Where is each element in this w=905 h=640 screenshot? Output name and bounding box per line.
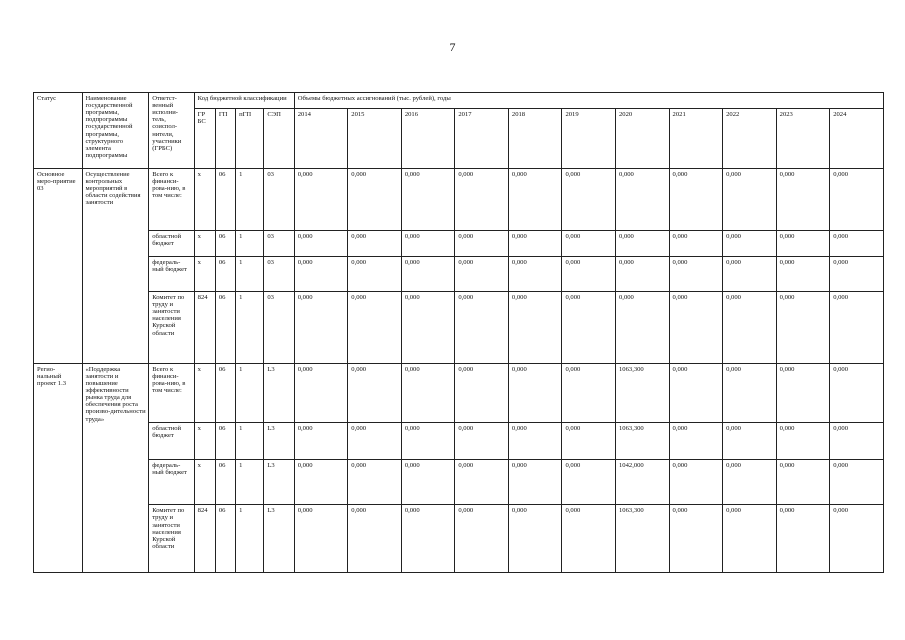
value-cell-2015: 0,000 — [348, 169, 402, 231]
value-cell-2020: 0,000 — [616, 292, 670, 364]
value-cell-2019: 0,000 — [562, 230, 616, 257]
program-name-cell: Осуществление контрольных мероприятий в области содействия занятости — [82, 169, 149, 364]
code-grbs-cell: x — [194, 363, 215, 422]
table-row — [34, 230, 884, 257]
header-year-2020: 2020 — [616, 109, 670, 169]
program-name-cell: «Поддержка занятости и повышение эффективности рынка труда для обеспечения роста произво-дительности труда» — [82, 363, 149, 572]
value-cell-2023: 0,000 — [776, 505, 830, 573]
value-cell-2021: 0,000 — [669, 230, 723, 257]
value-cell-2014: 0,000 — [294, 423, 348, 460]
value-cell-2017: 0,000 — [455, 169, 509, 231]
value-cell-2019: 0,000 — [562, 257, 616, 292]
code-gp-cell: 06 — [215, 292, 235, 364]
code-sep-cell: L3 — [264, 460, 294, 505]
code-pgp-cell: 1 — [236, 257, 264, 292]
code-sep-cell: L3 — [264, 363, 294, 422]
value-cell-2018: 0,000 — [508, 257, 562, 292]
header-responsible: Ответст-венный исполни-тель, соиспол-нители, участники (ГРБС) — [149, 93, 194, 169]
value-cell-2015: 0,000 — [348, 363, 402, 422]
value-cell-2015: 0,000 — [348, 292, 402, 364]
code-sep-cell: L3 — [264, 505, 294, 573]
value-cell-2019: 0,000 — [562, 460, 616, 505]
header-year-2022: 2022 — [723, 109, 777, 169]
code-grbs-cell: x — [194, 460, 215, 505]
value-cell-2024: 0,000 — [830, 460, 884, 505]
value-cell-2016: 0,000 — [401, 230, 455, 257]
code-sep-cell: 03 — [264, 292, 294, 364]
responsible-cell: Всего к финанси-рова-нию, в том числе: — [149, 169, 194, 231]
status-cell: Основное меро-приятие 03 — [34, 169, 83, 364]
header-name: Наименование государственной программы, подпрограммы государственной программы, структурного элемента подпрограммы — [82, 93, 149, 169]
value-cell-2018: 0,000 — [508, 460, 562, 505]
responsible-cell: федераль-ный бюджет — [149, 460, 194, 505]
value-cell-2022: 0,000 — [723, 460, 777, 505]
value-cell-2022: 0,000 — [723, 292, 777, 364]
responsible-cell: областной бюджет — [149, 230, 194, 257]
value-cell-2023: 0,000 — [776, 460, 830, 505]
value-cell-2016: 0,000 — [401, 169, 455, 231]
value-cell-2021: 0,000 — [669, 292, 723, 364]
table-row — [34, 169, 884, 231]
value-cell-2014: 0,000 — [294, 460, 348, 505]
value-cell-2021: 0,000 — [669, 169, 723, 231]
value-cell-2017: 0,000 — [455, 363, 509, 422]
value-cell-2021: 0,000 — [669, 363, 723, 422]
value-cell-2022: 0,000 — [723, 363, 777, 422]
header-year-2018: 2018 — [508, 109, 562, 169]
value-cell-2022: 0,000 — [723, 423, 777, 460]
code-gp-cell: 06 — [215, 257, 235, 292]
value-cell-2014: 0,000 — [294, 169, 348, 231]
code-sep-cell: 03 — [264, 257, 294, 292]
value-cell-2021: 0,000 — [669, 505, 723, 573]
value-cell-2014: 0,000 — [294, 505, 348, 573]
code-grbs-cell: x — [194, 257, 215, 292]
header-code-1: ГП — [215, 109, 235, 169]
value-cell-2015: 0,000 — [348, 460, 402, 505]
value-cell-2024: 0,000 — [830, 505, 884, 573]
value-cell-2024: 0,000 — [830, 292, 884, 364]
value-cell-2023: 0,000 — [776, 292, 830, 364]
value-cell-2023: 0,000 — [776, 423, 830, 460]
value-cell-2022: 0,000 — [723, 257, 777, 292]
value-cell-2014: 0,000 — [294, 257, 348, 292]
value-cell-2015: 0,000 — [348, 423, 402, 460]
header-year-2014: 2014 — [294, 109, 348, 169]
value-cell-2019: 0,000 — [562, 505, 616, 573]
responsible-cell: федераль-ный бюджет — [149, 257, 194, 292]
value-cell-2016: 0,000 — [401, 423, 455, 460]
code-pgp-cell: 1 — [236, 169, 264, 231]
code-pgp-cell: 1 — [236, 363, 264, 422]
code-sep-cell: 03 — [264, 169, 294, 231]
value-cell-2017: 0,000 — [455, 505, 509, 573]
value-cell-2020: 1063,300 — [616, 505, 670, 573]
code-pgp-cell: 1 — [236, 292, 264, 364]
value-cell-2016: 0,000 — [401, 505, 455, 573]
code-pgp-cell: 1 — [236, 423, 264, 460]
table-row — [34, 292, 884, 364]
value-cell-2019: 0,000 — [562, 423, 616, 460]
budget-allocation-table — [33, 92, 884, 573]
value-cell-2022: 0,000 — [723, 230, 777, 257]
code-pgp-cell: 1 — [236, 230, 264, 257]
value-cell-2017: 0,000 — [455, 257, 509, 292]
responsible-cell: Всего к финанси-рова-нию, в том числе: — [149, 363, 194, 422]
value-cell-2021: 0,000 — [669, 257, 723, 292]
code-sep-cell: L3 — [264, 423, 294, 460]
value-cell-2017: 0,000 — [455, 230, 509, 257]
value-cell-2022: 0,000 — [723, 169, 777, 231]
value-cell-2017: 0,000 — [455, 460, 509, 505]
responsible-cell: областной бюджет — [149, 423, 194, 460]
code-gp-cell: 06 — [215, 460, 235, 505]
value-cell-2019: 0,000 — [562, 169, 616, 231]
value-cell-2016: 0,000 — [401, 363, 455, 422]
header-code-3: СЭП — [264, 109, 294, 169]
value-cell-2015: 0,000 — [348, 230, 402, 257]
code-pgp-cell: 1 — [236, 505, 264, 573]
value-cell-2020: 1063,300 — [616, 363, 670, 422]
value-cell-2024: 0,000 — [830, 169, 884, 231]
table-row — [34, 257, 884, 292]
value-cell-2024: 0,000 — [830, 230, 884, 257]
value-cell-2016: 0,000 — [401, 460, 455, 505]
value-cell-2020: 0,000 — [616, 257, 670, 292]
value-cell-2018: 0,000 — [508, 423, 562, 460]
header-status: Статус — [34, 93, 83, 169]
page-number: 7 — [449, 40, 456, 54]
code-sep-cell: 03 — [264, 230, 294, 257]
header-year-2019: 2019 — [562, 109, 616, 169]
value-cell-2015: 0,000 — [348, 505, 402, 573]
status-cell: Регио-нальный проект 1.3 — [34, 363, 83, 572]
responsible-cell: Комитет по труду и занятости населения Курской области — [149, 292, 194, 364]
value-cell-2021: 0,000 — [669, 423, 723, 460]
value-cell-2017: 0,000 — [455, 423, 509, 460]
value-cell-2020: 1042,000 — [616, 460, 670, 505]
value-cell-2018: 0,000 — [508, 363, 562, 422]
value-cell-2018: 0,000 — [508, 505, 562, 573]
value-cell-2014: 0,000 — [294, 230, 348, 257]
code-gp-cell: 06 — [215, 169, 235, 231]
header-year-2023: 2023 — [776, 109, 830, 169]
value-cell-2023: 0,000 — [776, 257, 830, 292]
header-year-2016: 2016 — [401, 109, 455, 169]
responsible-cell: Комитет по труду и занятости населения Курской области — [149, 505, 194, 573]
code-gp-cell: 06 — [215, 423, 235, 460]
code-gp-cell: 06 — [215, 363, 235, 422]
code-grbs-cell: 824 — [194, 292, 215, 364]
value-cell-2018: 0,000 — [508, 169, 562, 231]
header-year-2021: 2021 — [669, 109, 723, 169]
table-row — [34, 505, 884, 573]
header-code-0: ГР БС — [194, 109, 215, 169]
value-cell-2014: 0,000 — [294, 363, 348, 422]
value-cell-2020: 0,000 — [616, 230, 670, 257]
value-cell-2023: 0,000 — [776, 230, 830, 257]
code-gp-cell: 06 — [215, 230, 235, 257]
value-cell-2014: 0,000 — [294, 292, 348, 364]
header-volumes: Объемы бюджетных ассигнований (тыс. рублей), годы — [294, 93, 883, 109]
value-cell-2015: 0,000 — [348, 257, 402, 292]
value-cell-2020: 1063,300 — [616, 423, 670, 460]
header-year-2015: 2015 — [348, 109, 402, 169]
header-year-2017: 2017 — [455, 109, 509, 169]
value-cell-2017: 0,000 — [455, 292, 509, 364]
header-code-group: Код бюджетной классификации — [194, 93, 294, 109]
value-cell-2016: 0,000 — [401, 257, 455, 292]
header-year-2024: 2024 — [830, 109, 884, 169]
value-cell-2020: 0,000 — [616, 169, 670, 231]
value-cell-2024: 0,000 — [830, 423, 884, 460]
value-cell-2022: 0,000 — [723, 505, 777, 573]
table-row — [34, 460, 884, 505]
value-cell-2016: 0,000 — [401, 292, 455, 364]
code-grbs-cell: x — [194, 423, 215, 460]
value-cell-2023: 0,000 — [776, 363, 830, 422]
table-row — [34, 423, 884, 460]
value-cell-2024: 0,000 — [830, 257, 884, 292]
value-cell-2019: 0,000 — [562, 292, 616, 364]
value-cell-2018: 0,000 — [508, 230, 562, 257]
code-gp-cell: 06 — [215, 505, 235, 573]
value-cell-2024: 0,000 — [830, 363, 884, 422]
code-grbs-cell: x — [194, 169, 215, 231]
table-row — [34, 363, 884, 422]
value-cell-2023: 0,000 — [776, 169, 830, 231]
code-grbs-cell: x — [194, 230, 215, 257]
code-grbs-cell: 824 — [194, 505, 215, 573]
code-pgp-cell: 1 — [236, 460, 264, 505]
value-cell-2018: 0,000 — [508, 292, 562, 364]
header-code-2: пГП — [236, 109, 264, 169]
value-cell-2021: 0,000 — [669, 460, 723, 505]
value-cell-2019: 0,000 — [562, 363, 616, 422]
